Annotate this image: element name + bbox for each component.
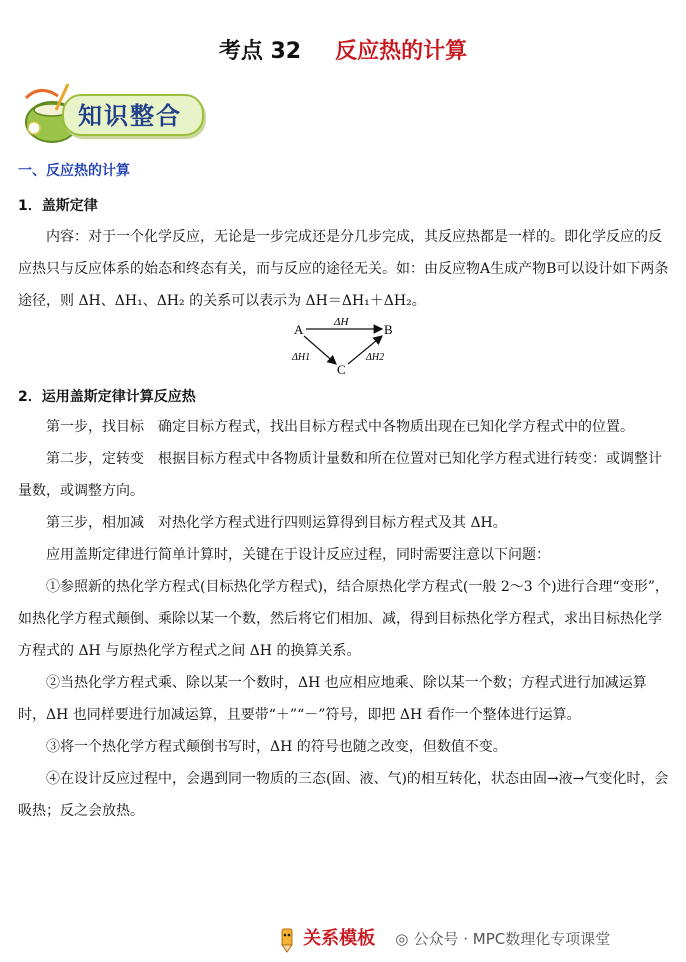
step-one: 第一步，找目标 确定目标方程式，找出目标方程式中各物质出现在已知化学方程式中的位置。 bbox=[46, 419, 634, 435]
pencil-mascot-icon bbox=[276, 927, 298, 953]
subsection-heading-apply-hess: 2．运用盖斯定律计算反应热 bbox=[18, 389, 196, 405]
title-topic: 反应热的计算 bbox=[335, 39, 468, 64]
node-a: A bbox=[294, 322, 304, 337]
section-heading: 一、反应热的计算 bbox=[18, 163, 130, 179]
footer-brand: 关系模板 bbox=[303, 928, 376, 949]
node-c: C bbox=[337, 362, 346, 376]
wechat-icon: ◎ bbox=[395, 930, 409, 948]
label-dh1: ΔH1 bbox=[292, 352, 311, 363]
footer-account: 公众号 · MPC数理化专项课堂 bbox=[413, 930, 611, 948]
note-point-4: ④在设计反应过程中，会遇到同一物质的三态(固、液、气)的相互转化，状态由固→液→气变化时，会吸热；反之会放热。 bbox=[18, 771, 669, 819]
section-banner bbox=[18, 80, 202, 146]
hess-cycle-diagram bbox=[288, 314, 398, 376]
node-b: B bbox=[384, 322, 393, 337]
step-two: 第二步，定转变 根据目标方程式中各物质计量数和所在位置对已知化学方程式进行转变：或调整计量数，或调整方向。 bbox=[18, 451, 662, 499]
note-point-1: ①参照新的热化学方程式(目标热化学方程式)，结合原热化学方程式(一般 2～3 个)进行合理“变形”，如热化学方程式颠倒、乘除以某一个数，然后将它们相加、减，得到目标热化学方程式，求出目标热化学方程式的 ΔH 与原热化学方程式之间 ΔH 的换算关系。 bbox=[18, 579, 669, 659]
hess-law-paragraph: 内容：对于一个化学反应，无论是一步完成还是分几步完成，其反应热都是一样的。即化学反应的反应热只与反应体系的始态和终态有关，而与反应的途径无关。如：由反应物A生成产物B可以设计如下两条途径，则 ΔH、ΔH₁、ΔH₂ 的关系可以表示为 ΔH＝ΔH₁＋ΔH₂。 bbox=[18, 229, 669, 309]
notes-intro: 应用盖斯定律进行简单计算时，关键在于设计反应过程，同时需要注意以下问题： bbox=[46, 547, 550, 563]
banner-label: 知识整合 bbox=[78, 102, 182, 130]
label-dh2: ΔH2 bbox=[366, 352, 385, 363]
step-three: 第三步，相加减 对热化学方程式进行四则运算得到目标方程式及其 ΔH。 bbox=[46, 515, 507, 531]
subsection-heading-hess-law: 1．盖斯定律 bbox=[18, 198, 98, 214]
page-title bbox=[0, 34, 686, 65]
note-point-3: ③将一个热化学方程式颠倒书写时，ΔH 的符号也随之改变，但数值不变。 bbox=[46, 739, 507, 755]
note-point-2: ②当热化学方程式乘、除以某一个数时，ΔH 也应相应地乘、除以某一个数；方程式进行加减运算时，ΔH 也同样要进行加减运算，且要带“＋”“－”符号，即把 ΔH 看作一个整体进行运算。 bbox=[18, 675, 647, 723]
title-prefix: 考点 32 bbox=[218, 39, 302, 64]
footer-watermark bbox=[276, 924, 676, 952]
label-dh: ΔH bbox=[334, 316, 349, 328]
